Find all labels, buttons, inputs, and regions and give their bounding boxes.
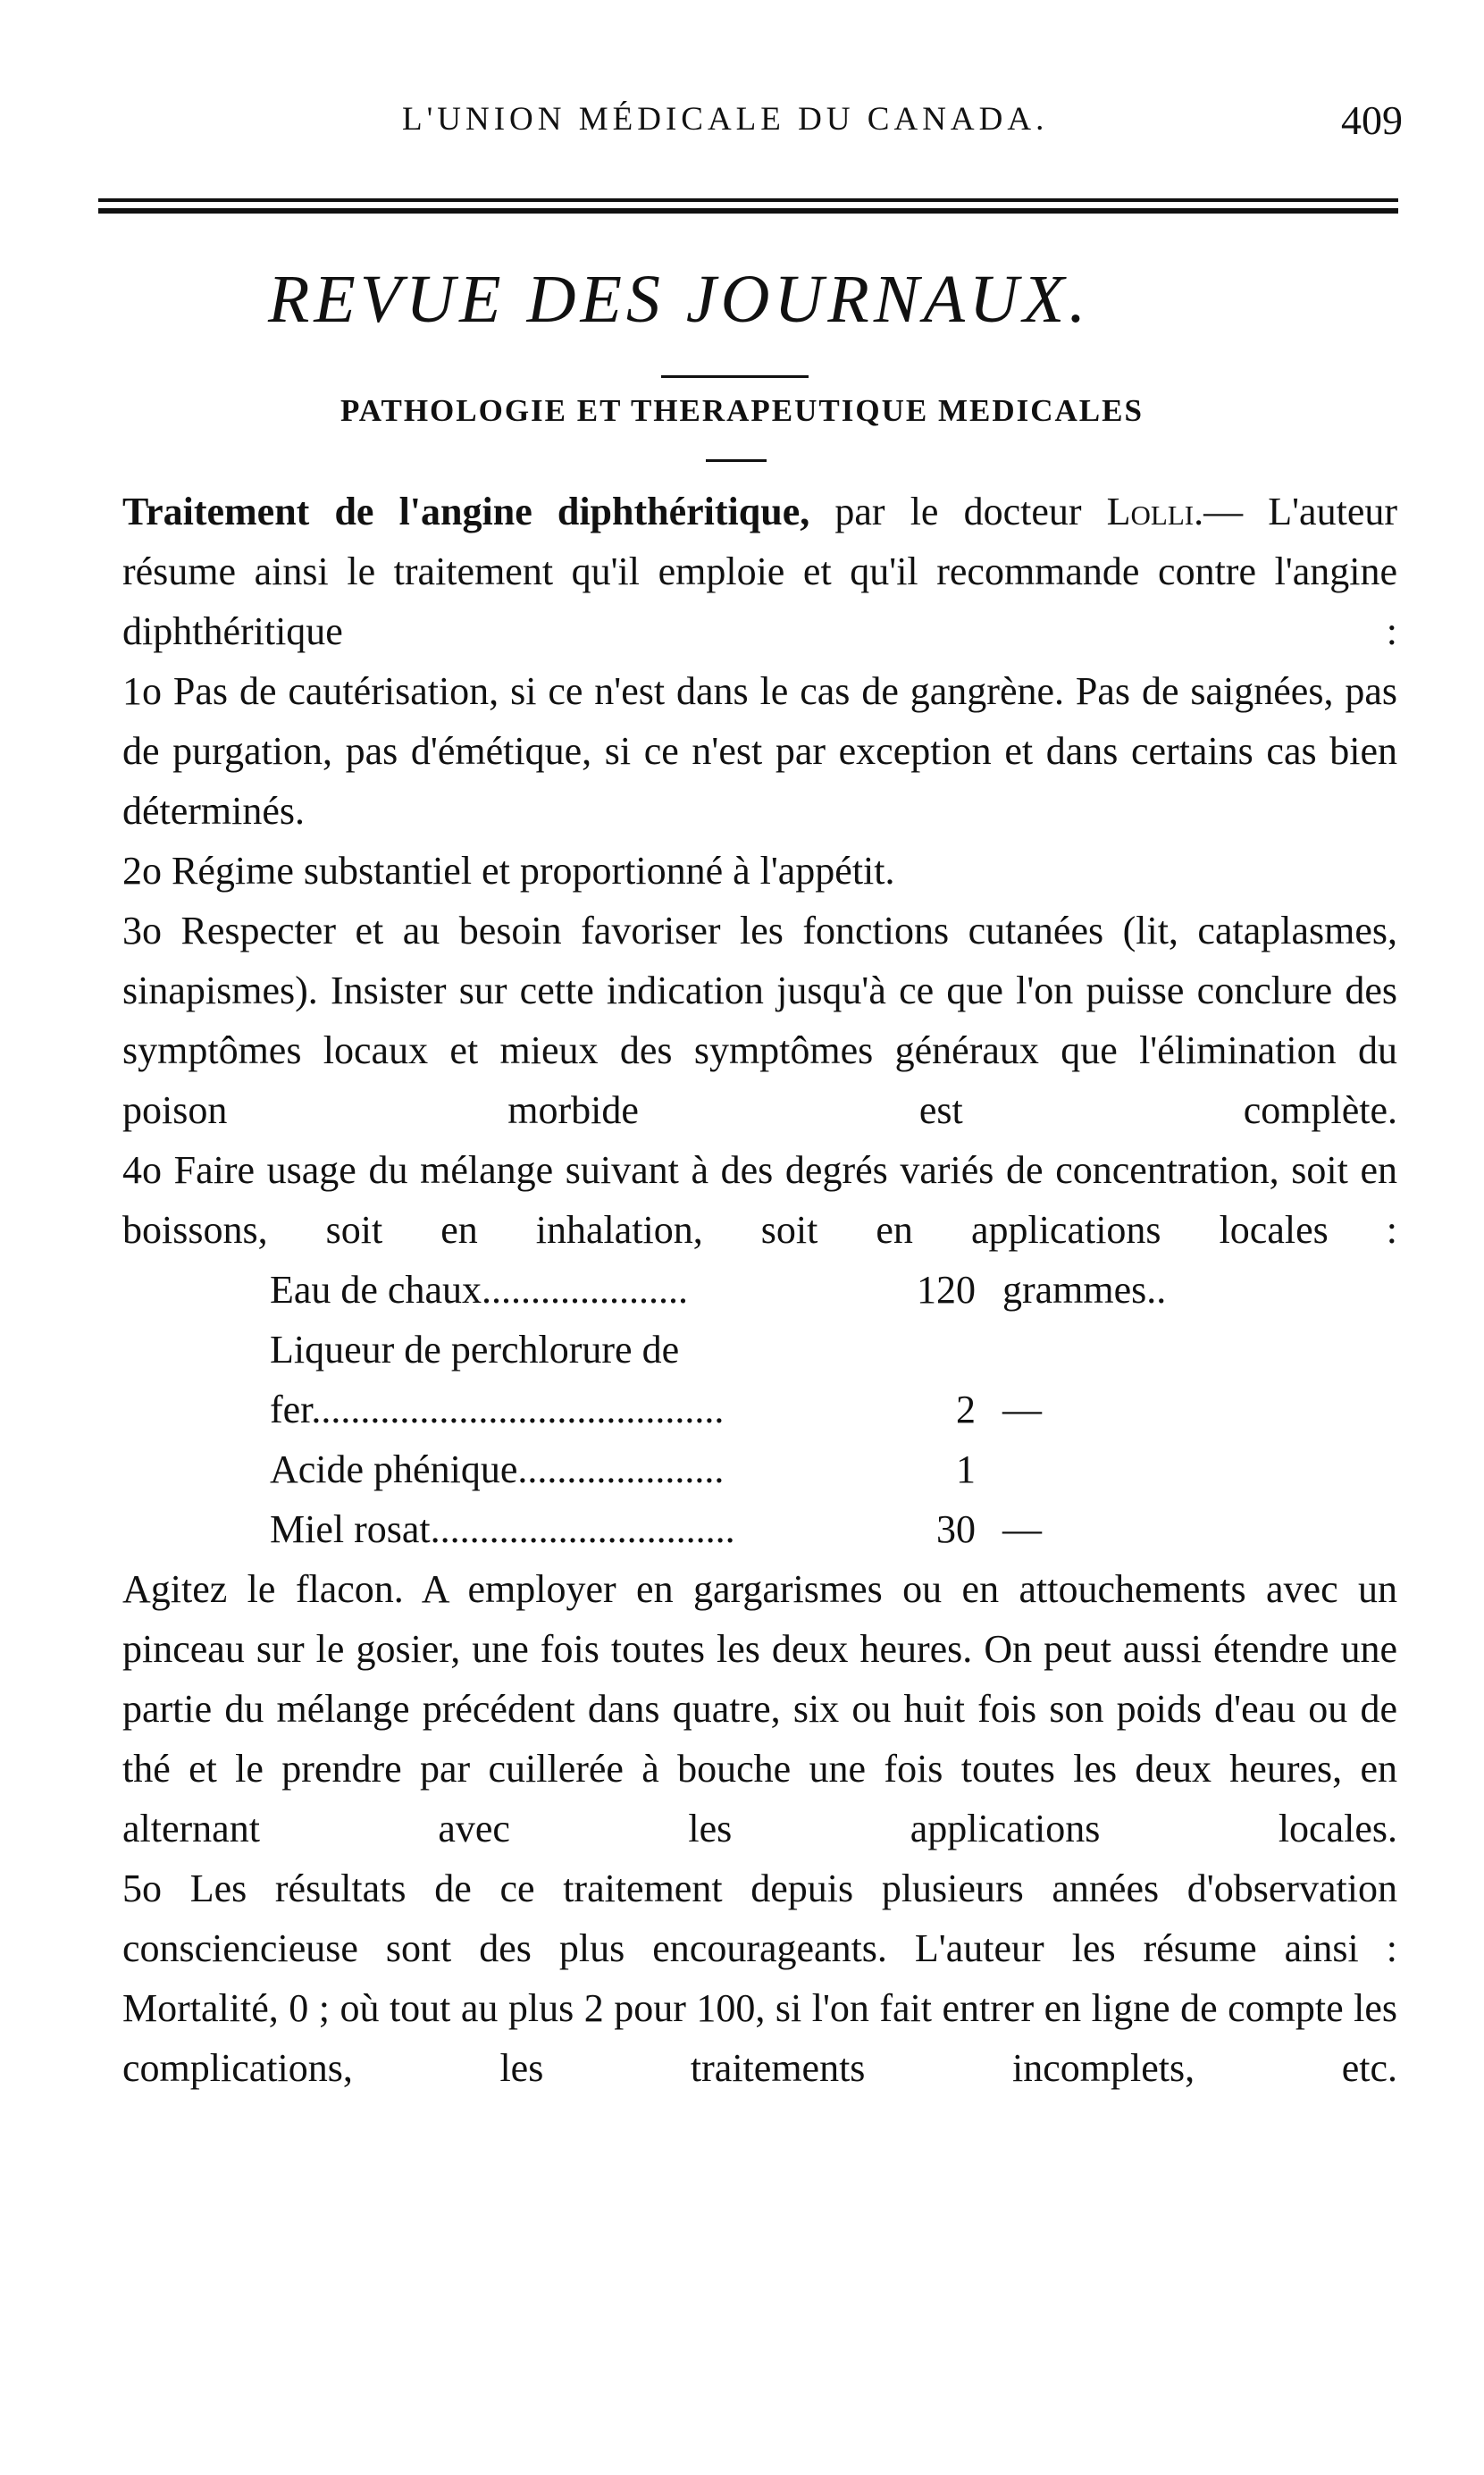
point-1: 1o Pas de cautérisation, si ce n'est dans le cas de gangrène. Pas de saignées, pas de purgation, pas d'émétique, si ce n'est par exception et dans certains cas bien déterminés. bbox=[122, 669, 1397, 833]
running-head bbox=[80, 97, 1412, 154]
recipe-table bbox=[270, 1260, 1270, 1559]
header-rule-thick bbox=[98, 208, 1398, 214]
ingredient: Liqueur de perchlorure de bbox=[270, 1328, 680, 1372]
title-divider bbox=[661, 375, 809, 378]
ingredient: Eau de chaux..................... bbox=[270, 1268, 688, 1312]
quantity: 2 bbox=[956, 1388, 976, 1431]
subheading: PATHOLOGIE ET THERAPEUTIQUE MEDICALES bbox=[340, 393, 1144, 428]
mortality: Mortalité, 0 ; où tout au plus 2 pour 100, si l'on fait entrer en ligne de compte les complications, les traitements incomplets, etc. bbox=[122, 1986, 1397, 2090]
unit: grammes.. bbox=[1002, 1268, 1167, 1312]
point-5: 5o Les résultats de ce traitement depuis plusieurs années d'observation consciencieuse sont des plus encourageants. L'auteur les résume ainsi : bbox=[122, 1867, 1397, 1970]
article-title: Traitement de l'angine diphthéritique, bbox=[122, 490, 810, 533]
journal-name: L'UNION MÉDICALE DU CANADA. bbox=[402, 101, 1049, 138]
recipe-row bbox=[270, 1260, 1270, 1320]
ingredient: fer.......................................... bbox=[270, 1388, 725, 1431]
page-number: 409 bbox=[1341, 97, 1403, 143]
recipe-row bbox=[270, 1499, 1270, 1559]
instructions: Agitez le flacon. A employer en gargarismes ou en attouchements avec un pinceau sur le gosier, une fois toutes les deux heures. On peut aussi étendre une partie du mélange précédent dans quatre, six ou huit fois son poids d'eau ou de thé et le prendre par cuillerée à bouche une fois toutes les deux heures, en alternant avec les applications locales. bbox=[122, 1567, 1397, 1850]
header-rule-thin bbox=[98, 198, 1398, 202]
unit: — bbox=[1002, 1388, 1042, 1431]
recipe-row bbox=[270, 1380, 1270, 1439]
point-4: 4o Faire usage du mélange suivant à des degrés variés de concentration, soit en boissons, soit en inhalation, soit en applications locales : bbox=[122, 1148, 1397, 1252]
ingredient: Acide phénique..................... bbox=[270, 1447, 725, 1491]
quantity: 30 bbox=[936, 1507, 976, 1551]
ingredient: Miel rosat............................... bbox=[270, 1507, 735, 1551]
quantity bbox=[904, 1320, 1002, 1380]
unit: — bbox=[1002, 1507, 1042, 1551]
article-intro bbox=[82, 482, 1397, 661]
intro-text: .— L'auteur résume ainsi le traitement qu'il emploie et qu'il recommande contre l'angine diphthéritique : bbox=[122, 490, 1397, 653]
point-3: 3o Respecter et au besoin favoriser les fonctions cutanées (lit, cataplasmes, sinapismes). Insister sur cette indication jusqu'à ce que l'on puisse conclure des symptômes locaux et mieux des symptômes généraux que l'élimination du poison morbide est complète. bbox=[122, 909, 1397, 1132]
quantity: 120 bbox=[917, 1268, 976, 1312]
subheading-divider bbox=[706, 459, 767, 462]
section-title: REVUE DES JOURNAUX. bbox=[268, 262, 1091, 337]
recipe-row bbox=[270, 1320, 1270, 1380]
article-body bbox=[82, 482, 1397, 2098]
author-name: Lolli bbox=[1106, 490, 1195, 533]
unit bbox=[1002, 1320, 1270, 1380]
recipe-row bbox=[270, 1439, 1270, 1499]
unit bbox=[1002, 1439, 1270, 1499]
byline: par le docteur bbox=[809, 490, 1107, 533]
quantity: 1 bbox=[956, 1447, 976, 1491]
point-2: 2o Régime substantiel et proportionné à l'appétit. bbox=[122, 849, 895, 893]
